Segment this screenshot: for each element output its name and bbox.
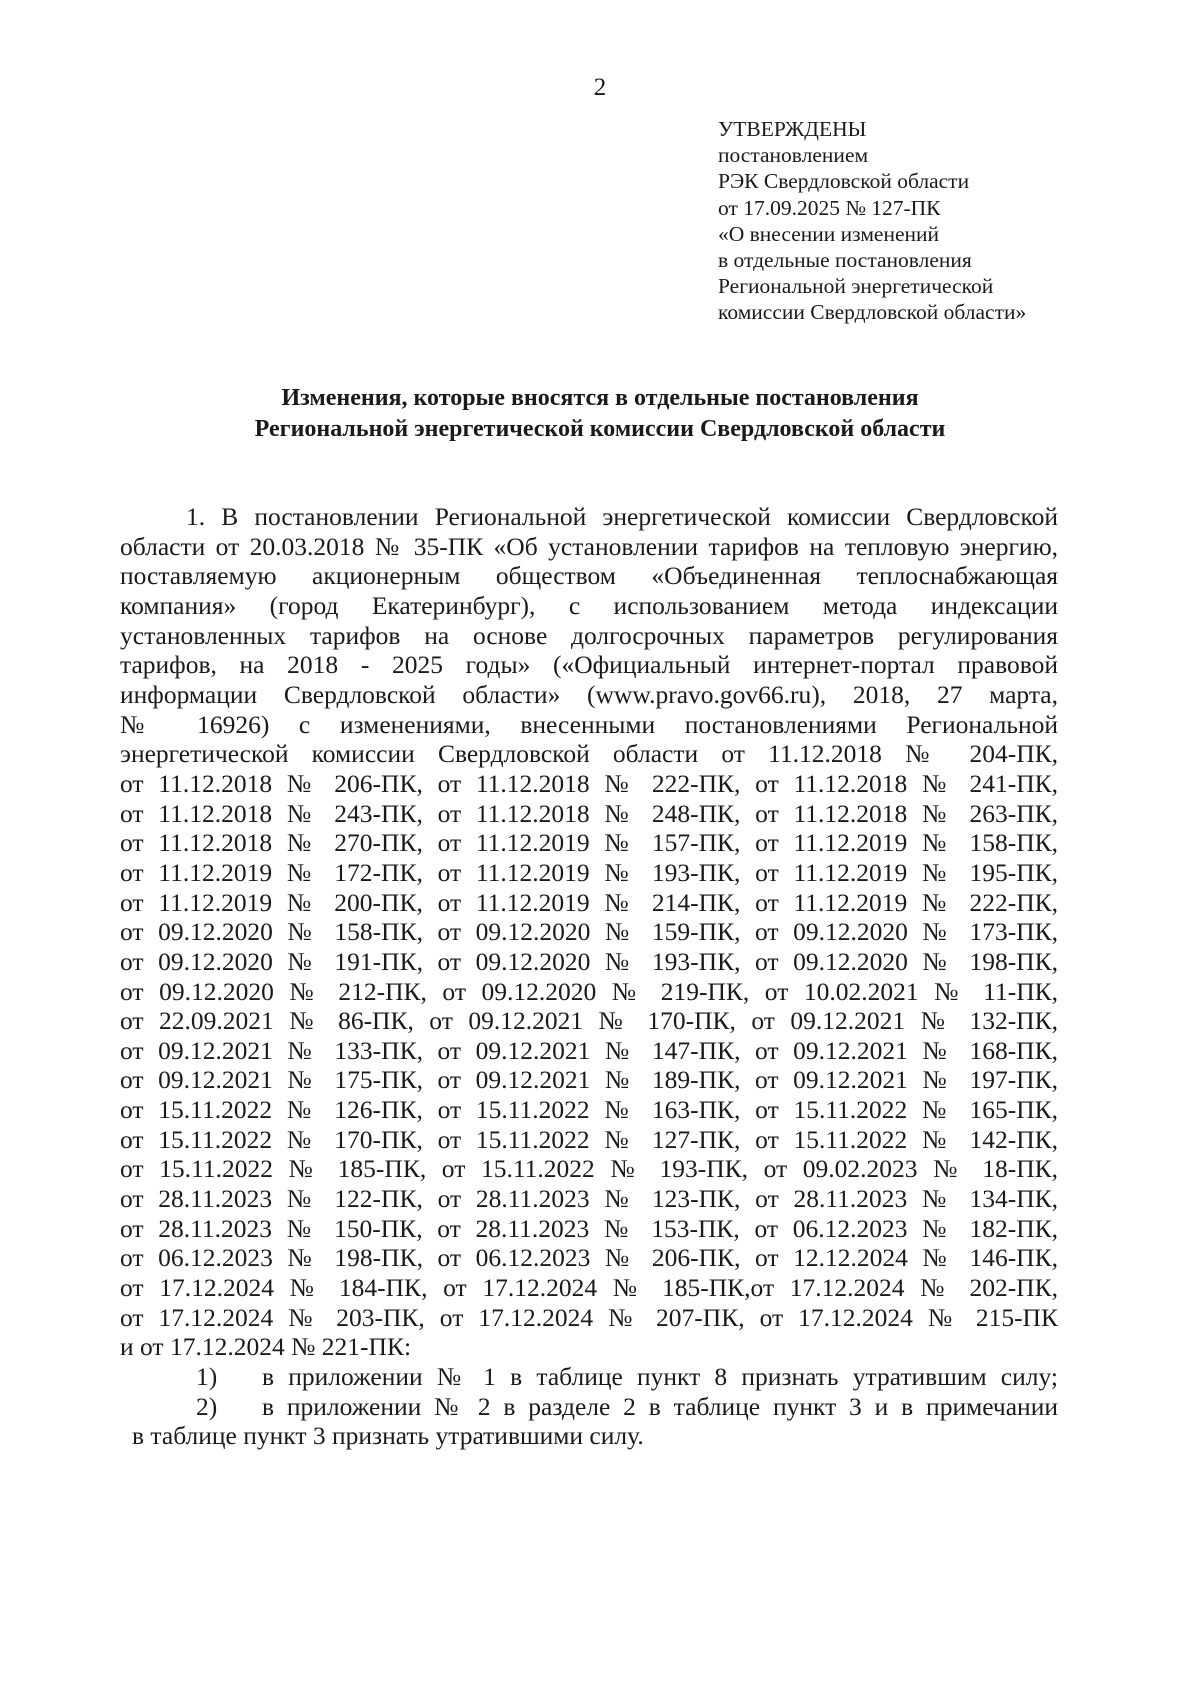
paragraph-line: от 15.11.2022 № 185-ПК, от 15.11.2022 № 193-ПК, от 09.02.2023 № 18-ПК, <box>120 1154 1058 1184</box>
paragraph-line: 1. В постановлении Региональной энергетической комиссии Свердловской <box>186 502 1058 531</box>
paragraph-line: от 17.12.2024 № 184-ПК, от 17.12.2024 № 185-ПК,от 17.12.2024 № 202-ПК, <box>120 1273 1058 1303</box>
paragraph-line: установленных тарифов на основе долгосрочных параметров регулирования <box>120 620 1058 650</box>
approval-line: постановлением <box>718 143 869 168</box>
paragraph-1 <box>120 502 1058 1362</box>
paragraph-line: от 11.12.2018 № 243-ПК, от 11.12.2018 № 248-ПК, от 11.12.2018 № 263-ПК, <box>120 798 1058 828</box>
paragraph-line: от 11.12.2018 № 270-ПК, от 11.12.2019 № 157-ПК, от 11.12.2019 № 158-ПК, <box>120 828 1058 858</box>
paragraph-line: от 11.12.2019 № 200-ПК, от 11.12.2019 № 214-ПК, от 11.12.2019 № 222-ПК, <box>120 887 1058 917</box>
paragraph-line: от 28.11.2023 № 122-ПК, от 28.11.2023 № 123-ПК, от 28.11.2023 № 134-ПК, <box>120 1184 1058 1214</box>
paragraph-line: компания» (город Екатеринбург), с использованием метода индексации <box>120 590 1058 620</box>
list-item-2 <box>120 1392 1058 1422</box>
paragraph-line: от 09.12.2020 № 158-ПК, от 09.12.2020 № 159-ПК, от 09.12.2020 № 173-ПК, <box>120 917 1058 947</box>
paragraph-line: от 09.12.2021 № 133-ПК, от 09.12.2021 № 147-ПК, от 09.12.2021 № 168-ПК, <box>120 1035 1058 1065</box>
paragraph-line: энергетической комиссии Свердловской области от 11.12.2018 № 204-ПК, <box>120 739 1058 769</box>
list-item-text: в приложении № 1 в таблице пункт 8 признать утратившим силу; <box>262 1362 1058 1392</box>
paragraph-line: от 06.12.2023 № 198-ПК, от 06.12.2023 № 206-ПК, от 12.12.2024 № 146-ПК, <box>120 1243 1058 1273</box>
list-item-text: в приложении № 2 в разделе 2 в таблице пункт 3 и в примечании <box>262 1391 1058 1421</box>
page-number: 2 <box>593 74 607 101</box>
approval-title: УТВЕРЖДЕНЫ <box>718 117 867 141</box>
paragraph-line: от 11.12.2018 № 206-ПК, от 11.12.2018 № 222-ПК, от 11.12.2018 № 241-ПК, <box>120 768 1058 798</box>
paragraph-line: информации Свердловской области» (www.pravo.gov66.ru), 2018, 27 марта, <box>120 679 1058 709</box>
approval-line: от 17.09.2025 № 127-ПК <box>718 195 941 220</box>
paragraph-line: и от 17.12.2024 № 221-ПК: <box>120 1332 412 1362</box>
paragraph-line: № 16926) с изменениями, внесенными постановлениями Региональной <box>120 709 1058 739</box>
list-item-number: 1) <box>196 1362 218 1392</box>
approval-line: в отдельные постановления <box>718 248 972 273</box>
paragraph-line: от 11.12.2019 № 172-ПК, от 11.12.2019 № 193-ПК, от 11.12.2019 № 195-ПК, <box>120 857 1058 887</box>
paragraph-line: от 09.12.2020 № 212-ПК, от 09.12.2020 № 219-ПК, от 10.02.2021 № 11-ПК, <box>120 976 1058 1006</box>
approval-line: Региональной энергетической <box>718 274 994 299</box>
paragraph-line: от 09.12.2021 № 175-ПК, от 09.12.2021 № 189-ПК, от 09.12.2021 № 197-ПК, <box>120 1065 1058 1095</box>
heading-line: Региональной энергетической комиссии Свердловской области <box>254 416 946 442</box>
heading-line: Изменения, которые вносятся в отдельные постановления <box>281 385 919 411</box>
paragraph-line: поставляемую акционерным обществом «Объединенная теплоснабжающая <box>120 561 1058 591</box>
paragraph-line: от 17.12.2024 № 203-ПК, от 17.12.2024 № 207-ПК, от 17.12.2024 № 215-ПК <box>120 1302 1058 1332</box>
approval-line: комиссии Свердловской области» <box>718 300 1027 325</box>
paragraph-line: от 15.11.2022 № 170-ПК, от 15.11.2022 № 127-ПК, от 15.11.2022 № 142-ПК, <box>120 1124 1058 1154</box>
list-item-1 <box>120 1362 1058 1392</box>
paragraph-line: от 09.12.2020 № 191-ПК, от 09.12.2020 № 193-ПК, от 09.12.2020 № 198-ПК, <box>120 946 1058 976</box>
approval-line: РЭК Свердловской области <box>718 169 970 194</box>
approval-line: «О внесении изменений <box>718 221 940 246</box>
paragraph-line: области от 20.03.2018 № 35-ПК «Об установлении тарифов на тепловую энергию, <box>120 531 1058 561</box>
document-heading <box>0 383 1200 445</box>
paragraph-line: от 15.11.2022 № 126-ПК, от 15.11.2022 № 163-ПК, от 15.11.2022 № 165-ПК, <box>120 1095 1058 1125</box>
approval-block <box>718 116 1138 326</box>
paragraph-line: от 22.09.2021 № 86-ПК, от 09.12.2021 № 170-ПК, от 09.12.2021 № 132-ПК, <box>120 1006 1058 1036</box>
paragraph-line: тарифов, на 2018 - 2025 годы» («Официальный интернет-портал правовой <box>120 650 1058 680</box>
paragraph-line: от 28.11.2023 № 150-ПК, от 28.11.2023 № 153-ПК, от 06.12.2023 № 182-ПК, <box>120 1213 1058 1243</box>
list-item-2-continuation: в таблице пункт 3 признать утратившими силу. <box>132 1421 644 1451</box>
document-body <box>120 502 1058 1451</box>
list-item-number: 2) <box>196 1391 218 1421</box>
